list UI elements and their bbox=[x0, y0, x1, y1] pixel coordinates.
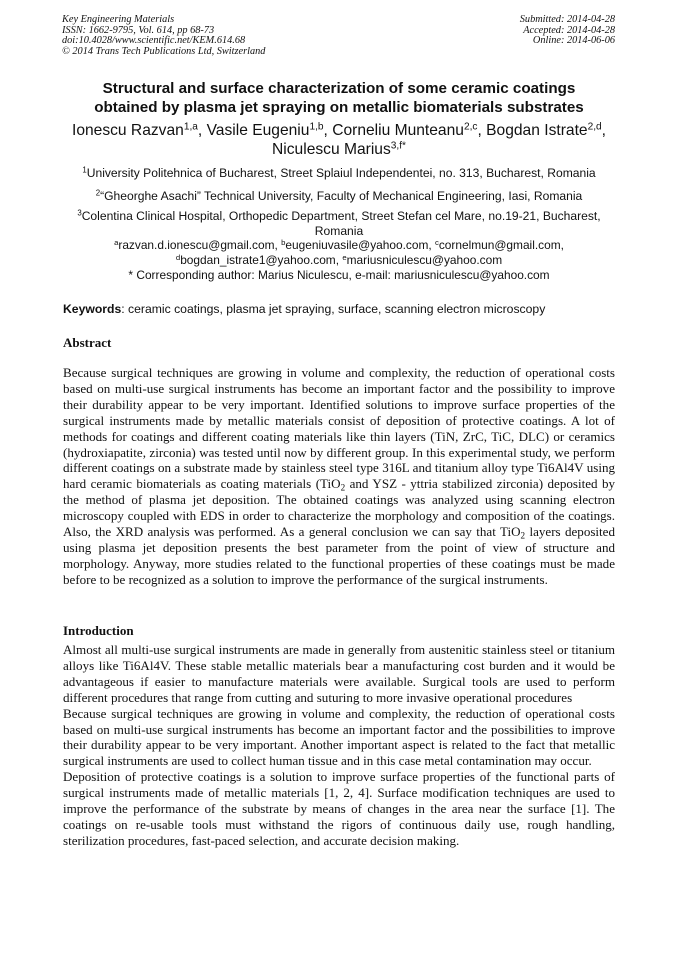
journal-doi: doi:10.4028/www.scientific.net/KEM.614.68 bbox=[62, 35, 246, 47]
email-mark: d bbox=[175, 252, 181, 262]
author-name: Vasile Eugeniu bbox=[206, 122, 310, 139]
author-emails bbox=[58, 238, 620, 283]
author-name: Niculescu Marius bbox=[272, 141, 391, 158]
email-link[interactable]: bogdan_istrate1@yahoo.com, bbox=[180, 253, 343, 267]
author-separator: , bbox=[477, 122, 487, 139]
affiliation-3 bbox=[58, 209, 620, 239]
subscript: 2 bbox=[520, 530, 526, 541]
paper-title bbox=[50, 79, 628, 117]
introduction-heading: Introduction bbox=[63, 623, 134, 638]
affiliation-number: 1 bbox=[82, 165, 87, 175]
affiliation-1 bbox=[58, 166, 620, 181]
author-affiliation-mark: 1,a bbox=[183, 121, 198, 133]
affiliation-text: “Gheorghe Asachi” Technical University, Faculty of Mechanical Engineering, Iasi, Romania bbox=[100, 189, 583, 203]
journal-name: Key Engineering Materials bbox=[62, 14, 175, 25]
author-separator: , bbox=[323, 122, 333, 139]
author-list bbox=[50, 121, 628, 159]
email-link[interactable]: eugeniuvasile@yahoo.com, bbox=[285, 238, 435, 252]
email-link[interactable]: cornelmun@gmail.com, bbox=[438, 238, 564, 252]
email-mark: a bbox=[114, 237, 119, 247]
abstract-body bbox=[63, 365, 615, 588]
affiliation-number: 3 bbox=[77, 208, 82, 218]
author-affiliation-mark: 2,d bbox=[587, 121, 602, 133]
affiliation-text-cont: Romania bbox=[314, 224, 364, 238]
introduction-body bbox=[63, 642, 615, 849]
affiliation-number: 2 bbox=[95, 188, 101, 198]
email-link[interactable]: razvan.d.ionescu@gmail.com, bbox=[118, 238, 282, 252]
journal-copyright: © 2014 Trans Tech Publications Ltd, Switzerland bbox=[62, 45, 266, 57]
author-affiliation-mark: 1,b bbox=[309, 121, 324, 133]
corresponding-author: * Corresponding author: Marius Niculescu, e-mail: mariusniculescu@yahoo.com bbox=[128, 268, 550, 282]
author-name: Corneliu Munteanu bbox=[332, 122, 464, 139]
email-mark: e bbox=[342, 252, 347, 262]
accepted-date: Accepted: 2014-04-28 bbox=[523, 24, 615, 36]
dates-header bbox=[520, 15, 615, 47]
online-date: Online: 2014-06-06 bbox=[532, 35, 615, 47]
abstract-text: Because surgical techniques are growing in volume and complexity, the reduction of operational costs based on multi-use surgical instruments has become an important factor and the possibility to improve their durability appear to be very important. Identified solutions to improve surface properties of the surgical instruments made by metallic materials consist of deposition of protective coatings. A lot of methods for coatings and different coating materials like thin layers (TiN, ZrC, TiC, DLC) or ceramics (hydroxiapatite, zirconia) was tested until now by different group. In this experimental study, we perform different coatings on a substrate made by stainless steel type 316L and titanium alloy type Ti6Al4V using hard ceramic biomaterials as coating materials (TiO bbox=[63, 365, 615, 492]
affiliation-2 bbox=[58, 189, 620, 204]
abstract-text: layers deposited using plasma jet deposition presents the best parameter from the point of view of structure and morphology. Anyway, more studies related to the functional properties of these coatings must be made before to be recognized as a solution to improve the performance of the surgical instruments. bbox=[63, 524, 615, 587]
email-link[interactable]: mariusniculescu@yahoo.com bbox=[346, 253, 503, 267]
email-mark: c bbox=[434, 237, 439, 247]
author-affiliation-mark: 3,f* bbox=[390, 140, 406, 152]
author-separator: , bbox=[197, 122, 207, 139]
keywords-label: Keywords bbox=[63, 302, 122, 316]
keywords-text: : ceramic coatings, plasma jet spraying, surface, scanning electron microscopy bbox=[121, 302, 546, 316]
title-line-2: obtained by plasma jet spraying on metallic biomaterials substrates bbox=[94, 99, 584, 116]
journal-header bbox=[62, 15, 265, 57]
author-affiliation-mark: 2,c bbox=[463, 121, 478, 133]
author-name: Ionescu Razvan bbox=[71, 122, 184, 139]
journal-issn: ISSN: 1662-9795, Vol. 614, pp 68-73 bbox=[62, 24, 215, 36]
affiliation-text: University Politehnica of Bucharest, Street Splaiul Independentei, no. 313, Bucharest, Romania bbox=[86, 166, 596, 180]
subscript: 2 bbox=[340, 482, 346, 493]
author-separator: , bbox=[601, 122, 606, 139]
affiliation-text: Colentina Clinical Hospital, Orthopedic Department, Street Stefan cel Mare, no.19-21, Bucharest, bbox=[81, 209, 601, 223]
author-name: Bogdan Istrate bbox=[486, 122, 588, 139]
abstract-text: and YSZ - yttria stabilized zirconia) deposited by the method of plasma jet deposition. The obtained coatings was analyzed using scanning electron microscopy coupled with EDS in order to characterize the morphology and composition of the coatings. Also, the XRD analysis was performed. As a general conclusion we can say that TiO bbox=[63, 476, 615, 540]
submitted-date: Submitted: 2014-04-28 bbox=[519, 14, 615, 25]
intro-paragraph-3: Deposition of protective coatings is a solution to improve surface properties of the functional parts of surgical instruments made of metallic materials [1, 2, 4]. Surface modification techniques are used to improve the performance of the substrate by means of changes in the area near the surface [1]. The coatings on re-usable tools must withstand the rigors of continuous daily use, rough handling, sterilization procedures, fast-paced selection, and accurate decision making. bbox=[63, 769, 615, 848]
title-line-1: Structural and surface characterization of some ceramic coatings bbox=[102, 80, 576, 97]
abstract-heading: Abstract bbox=[63, 335, 112, 350]
intro-paragraph-2: Because surgical techniques are growing in volume and complexity, the reduction of operational costs based on multi-use surgical instruments has become an important factor and the possibilities to improve their durability appear to be very important. Another important aspect is related to the fact that metallic surgical instruments are used to collect human tissue and in this case metal contamination may occur. bbox=[63, 705, 615, 769]
intro-paragraph-1: Almost all multi-use surgical instruments are made in generally from austenitic stainless steel or titanium alloys like Ti6Al4V. These stable metallic materials bear a manufacturing cost burden and it would be advantageous if easier to manufacture materials were available. Surgical tools are used to perform different procedures that range from cutting and suturing to more invasive operational procedures bbox=[63, 642, 615, 705]
email-mark: b bbox=[281, 237, 286, 247]
keywords-line bbox=[63, 302, 623, 317]
